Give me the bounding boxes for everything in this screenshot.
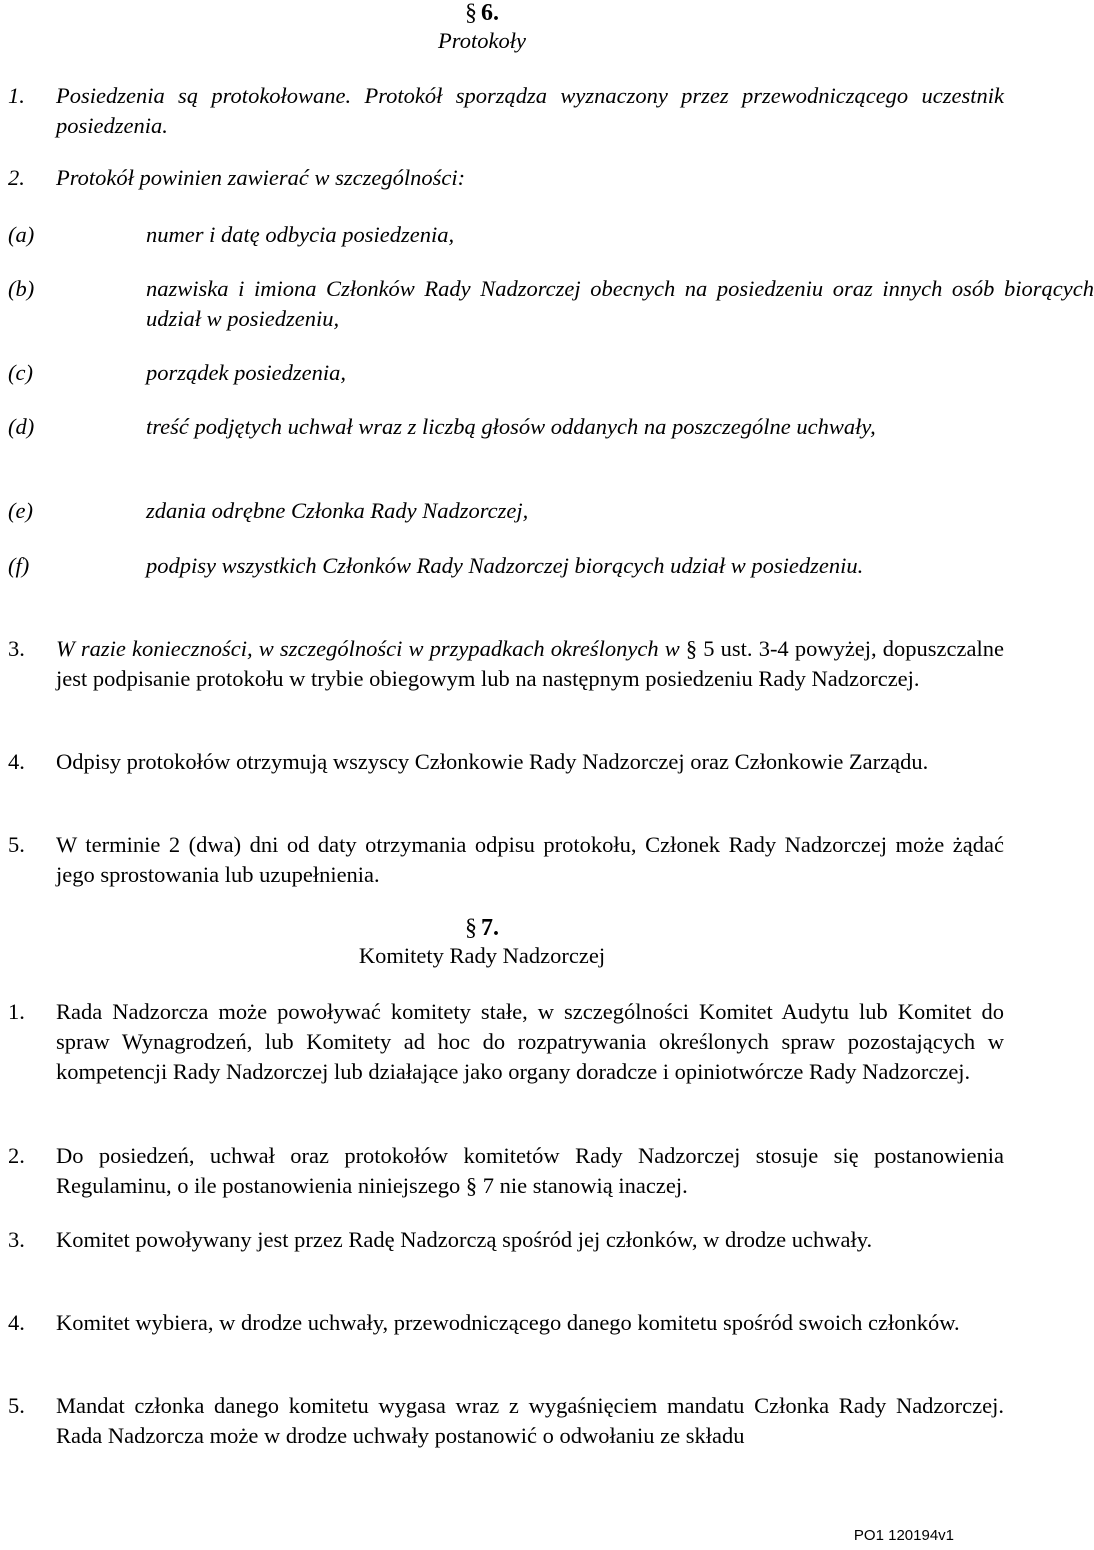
paragraph-symbol: § (465, 0, 477, 26)
sub-item-label: (c) (8, 360, 33, 385)
item-number: 3. (8, 1227, 25, 1252)
list-item (8, 1391, 1004, 1451)
sub-item-c (8, 358, 1094, 388)
list-item (8, 81, 1004, 141)
item-number: 5. (8, 1393, 25, 1418)
sub-item-b (8, 274, 1094, 334)
sub-item-d (8, 412, 1094, 442)
sub-item-label: (a) (8, 222, 35, 247)
sub-item-label: (b) (8, 276, 35, 301)
sub-item-text: nazwiska i imiona Członków Rady Nadzorczej obecnych na posiedzeniu oraz innych osób biorących udział w posiedzeniu, (146, 276, 1094, 331)
section-7-number: § 7. (465, 915, 499, 941)
item-text: Protokół powinien zawierać w szczególności: (56, 165, 466, 190)
item-number: 3. (8, 636, 25, 661)
sub-item-label: (d) (8, 414, 35, 439)
section-6-number: § 6. (465, 0, 499, 26)
sub-item-label: (e) (8, 498, 33, 523)
list-item (8, 1225, 1004, 1255)
item-number: 2. (8, 1143, 25, 1168)
item-text: Odpisy protokołów otrzymują wszyscy Członkowie Rady Nadzorczej oraz Członkowie Zarządu. (56, 749, 929, 774)
item-text: Komitet powoływany jest przez Radę Nadzorczą spośród jej członków, w drodze uchwały. (56, 1227, 873, 1252)
document-code: PO1 120194v1 (853, 1527, 954, 1544)
item-text-part: 5 ust. 3-4 powyżej, dopuszczalne jest podpisanie protokołu w trybie obiegowym lub na następnym posiedzeniu Rady Nadzorczej. (56, 636, 1004, 691)
item-number: 1. (8, 83, 25, 108)
item-text-part: Do posiedzeń, uchwał oraz protokołów komitetów Rady Nadzorczej stosuje się postanowienia Regulaminu, o ile postanowienia niniejszego (56, 1143, 1004, 1198)
sub-item-text: zdania odrębne Członka Rady Nadzorczej, (146, 498, 529, 523)
item-text: Rada Nadzorcza może powoływać komitety stałe, w szczególności Komitet Audytu lub Komitet do spraw Wynagrodzeń, lub Komitety ad hoc do rozpatrywania określonych spraw pozostających w kompetencji Rady Nadzorczej lub działające jako organy doradcze i opiniotwórcze Rady Nadzorczej. (56, 999, 1004, 1084)
sub-item-text: treść podjętych uchwał wraz z liczbą głosów oddanych na poszczególne uchwały, (146, 414, 876, 439)
item-text: Posiedzenia są protokołowane. Protokół sporządza wyznaczony przez przewodniczącego uczestnik posiedzenia. (56, 83, 1004, 138)
list-item (8, 1308, 1004, 1338)
list-item (8, 997, 1004, 1087)
item-number: 4. (8, 1310, 25, 1335)
section-7-heading (8, 915, 956, 971)
list-item (8, 634, 1004, 694)
sub-item-text: numer i datę odbycia posiedzenia, (146, 222, 455, 247)
item-number: 5. (8, 832, 25, 857)
item-number: 2. (8, 165, 25, 190)
paragraph-symbol: § (685, 636, 698, 661)
sub-item-text: podpisy wszystkich Członków Rady Nadzorczej biorących udział w posiedzeniu. (146, 553, 864, 578)
list-item (8, 163, 1004, 193)
list-item (8, 830, 1004, 890)
item-number: 1. (8, 999, 25, 1024)
sub-item-f (8, 551, 1094, 581)
item-text: Komitet wybiera, w drodze uchwały, przewodniczącego danego komitetu spośród swoich członków. (56, 1310, 960, 1335)
item-text: W terminie 2 (dwa) dni od daty otrzymania odpisu protokołu, Członek Rady Nadzorczej może żądać jego sprostowania lub uzupełnienia. (56, 832, 1004, 887)
sub-item-a (8, 220, 1094, 250)
list-item (8, 1141, 1004, 1201)
paragraph-symbol: § (465, 1173, 478, 1198)
paragraph-symbol: § (465, 915, 477, 941)
sub-item-text: porządek posiedzenia, (146, 360, 346, 385)
list-item (8, 747, 1004, 777)
sub-item-label: (f) (8, 553, 30, 578)
section-6-title: Protokoły (438, 28, 526, 53)
item-text: Mandat członka danego komitetu wygasa wraz z wygaśnięciem mandatu Członka Rady Nadzorczej. Rada Nadzorcza może w drodze uchwały postanowić o odwołaniu ze składu (56, 1393, 1004, 1448)
item-text-part: 7 nie stanowią inaczej. (477, 1173, 688, 1198)
section-7-title: Komitety Rady Nadzorczej (358, 943, 606, 968)
section-6-heading (8, 0, 956, 56)
item-text-part: W razie konieczności, w szczególności w przypadkach określonych w (56, 636, 686, 661)
sub-item-e (8, 496, 1094, 526)
item-number: 4. (8, 749, 25, 774)
